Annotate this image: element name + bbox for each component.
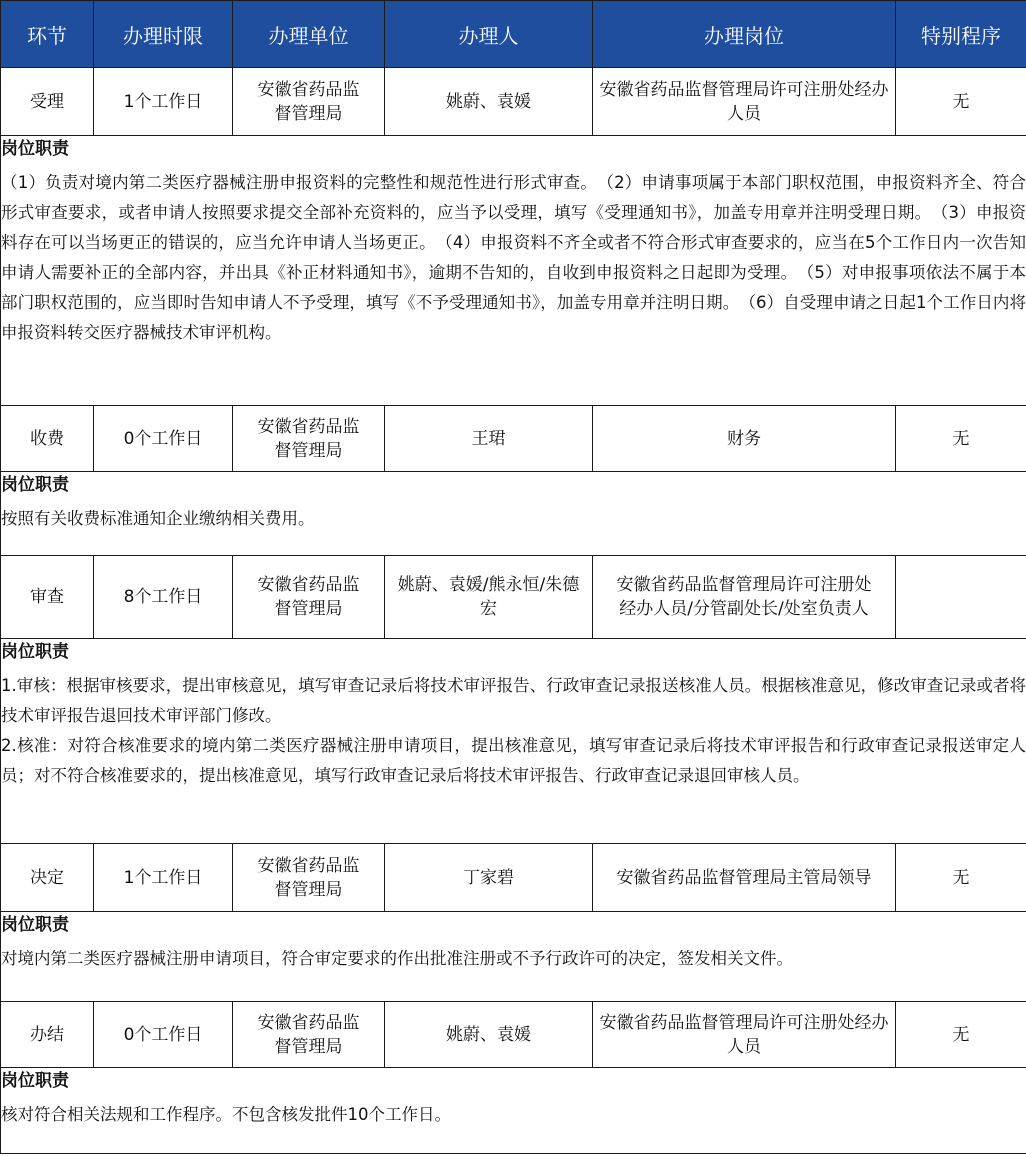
table-row [1, 556, 1026, 639]
table-row [1, 68, 1026, 136]
duty-text [1, 944, 1026, 974]
duty-title: 岗位职责 [1, 1071, 69, 1091]
handler-cell: 丁家碧 [385, 844, 593, 912]
header-time-limit: 办理时限 [94, 1, 233, 68]
time-limit-cell: 1个工作日 [94, 844, 233, 912]
table-row [1, 844, 1026, 912]
special-cell: 无 [896, 406, 1026, 472]
time-limit-cell: 1个工作日 [94, 68, 233, 136]
duty-cell [1, 912, 1026, 1002]
step-cell: 决定 [1, 844, 94, 912]
duty-title: 岗位职责 [1, 915, 69, 935]
duty-row [1, 472, 1026, 556]
header-post: 办理岗位 [593, 1, 896, 68]
header-step: 环节 [1, 1, 94, 68]
duty-cell [1, 136, 1026, 406]
handler-cell: 姚蔚、袁媛 [385, 68, 593, 136]
post-cell: 安徽省药品监督管理局许可注册处经办人员 [593, 1002, 896, 1068]
unit-cell: 安徽省药品监督管理局 [233, 406, 385, 472]
duty-text [1, 671, 1026, 791]
header-unit: 办理单位 [233, 1, 385, 68]
handler-cell: 姚蔚、袁媛/熊永恒/朱德宏 [385, 556, 593, 639]
duty-row [1, 912, 1026, 1002]
duty-text [1, 1100, 1026, 1130]
duty-title: 岗位职责 [1, 475, 69, 495]
special-cell: 无 [896, 68, 1026, 136]
duty-row [1, 136, 1026, 406]
step-cell: 办结 [1, 1002, 94, 1068]
duty-row [1, 639, 1026, 844]
special-cell: 无 [896, 1002, 1026, 1068]
duty-title: 岗位职责 [1, 139, 69, 159]
duty-text [1, 504, 1026, 534]
special-cell [896, 556, 1026, 639]
time-limit-cell: 0个工作日 [94, 406, 233, 472]
unit-cell: 安徽省药品监督管理局 [233, 844, 385, 912]
handler-cell: 王珺 [385, 406, 593, 472]
table-body [1, 68, 1026, 1154]
header-special: 特别程序 [896, 1, 1026, 68]
special-cell: 无 [896, 844, 1026, 912]
duty-text [1, 168, 1026, 348]
unit-cell: 安徽省药品监督管理局 [233, 68, 385, 136]
duty-cell [1, 472, 1026, 556]
header-row [1, 1, 1026, 68]
step-cell: 审查 [1, 556, 94, 639]
duty-paragraph: 按照有关收费标准通知企业缴纳相关费用。 [1, 509, 315, 528]
duty-cell [1, 1068, 1026, 1154]
duty-row [1, 1068, 1026, 1154]
duty-title: 岗位职责 [1, 642, 69, 662]
unit-cell: 安徽省药品监督管理局 [233, 556, 385, 639]
step-cell: 收费 [1, 406, 94, 472]
header-handler: 办理人 [385, 1, 593, 68]
duty-paragraph: （1）负责对境内第二类医疗器械注册申报资料的完整性和规范性进行形式审查。 （2）申请事项属于本部门职权范围，申报资料齐全、符合形式审查要求，或者申请人按照要求提交全部补充资料的，应当予以受理，填写《受理通知书》，加盖专用章并注明受理日期。 （3）申报资料存在可以当场更正的错误的，应当允许申请人当场更正。 （4）申报资料不齐全或者不符合形式审查要求的，应当在5个工作日内一次告知申请人需要补正的全部内容，并出具《补正材料通知书》，逾期不告知的，自收到申报资料之日起即为受理。 （5）对申报事项依法不属于本部门职权范围的，应当即时告知申请人不予受理，填写《不予受理通知书》，加盖专用章并注明日期。 （6）自受理申请之日起1个工作日内将申报资料转交医疗器械技术审评机构。 [1, 173, 1026, 342]
duty-paragraph: 核对符合相关法规和工作程序。不包含核发批件10个工作日。 [1, 1105, 451, 1124]
table-row [1, 1002, 1026, 1068]
post-cell: 安徽省药品监督管理局许可注册处经办人员 [593, 68, 896, 136]
step-cell: 受理 [1, 68, 94, 136]
time-limit-cell: 0个工作日 [94, 1002, 233, 1068]
post-cell: 安徽省药品监督管理局主管局领导 [593, 844, 896, 912]
duty-paragraph: 2.核准：对符合核准要求的境内第二类医疗器械注册申请项目，提出核准意见，填写审查记录后将技术审评报告和行政审查记录报送审定人员；对不符合核准要求的，提出核准意见，填写行政审查记录后将技术审评报告、行政审查记录退回审核人员。 [1, 736, 1026, 785]
time-limit-cell: 8个工作日 [94, 556, 233, 639]
handler-cell: 姚蔚、袁媛 [385, 1002, 593, 1068]
table-row [1, 406, 1026, 472]
duty-paragraph: 对境内第二类医疗器械注册申请项目，符合审定要求的作出批准注册或不予行政许可的决定，签发相关文件。 [1, 949, 793, 968]
post-cell: 安徽省药品监督管理局许可注册处经办人员/分管副处长/处室负责人 [593, 556, 896, 639]
unit-cell: 安徽省药品监督管理局 [233, 1002, 385, 1068]
duty-paragraph: 1.审核：根据审核要求，提出审核意见，填写审查记录后将技术审评报告、行政审查记录报送核准人员。根据核准意见，修改审查记录或者将技术审评报告退回技术审评部门修改。 [1, 676, 1026, 725]
post-cell: 财务 [593, 406, 896, 472]
duty-cell [1, 639, 1026, 844]
